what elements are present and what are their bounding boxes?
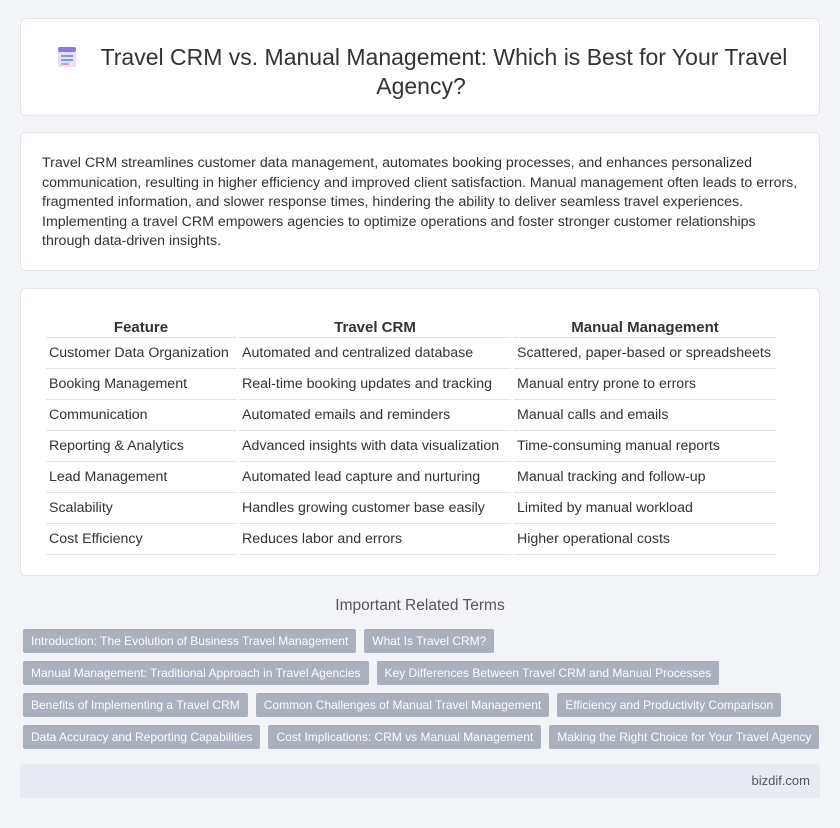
table-header-row bbox=[46, 317, 776, 338]
manual-cell: Higher operational costs bbox=[514, 524, 776, 555]
travel-crm-cell: Automated emails and reminders bbox=[239, 400, 511, 431]
related-term-link[interactable]: Making the Right Choice for Your Travel Agency bbox=[549, 725, 819, 749]
comparison-card bbox=[20, 288, 820, 576]
feature-cell: Cost Efficiency bbox=[46, 524, 236, 555]
travel-crm-cell: Handles growing customer base easily bbox=[239, 493, 511, 524]
travel-crm-cell: Real-time booking updates and tracking bbox=[239, 369, 511, 400]
related-term-link[interactable]: Benefits of Implementing a Travel CRM bbox=[23, 693, 248, 717]
header-feature: Feature bbox=[46, 317, 236, 338]
manual-cell: Manual tracking and follow-up bbox=[514, 462, 776, 493]
feature-cell: Booking Management bbox=[46, 369, 236, 400]
table-row bbox=[46, 338, 776, 369]
related-term-link[interactable]: Common Challenges of Manual Travel Management bbox=[256, 693, 549, 717]
intro-paragraph: Travel CRM streamlines customer data management, automates booking processes, and enhances personalized communication, resulting in higher efficiency and improved client satisfaction. Manual management often leads to errors, fragmented information, and slower response times, hindering the ability to deliver seamless travel experiences. Implementing a travel CRM empowers agencies to optimize operations and foster stronger customer relationships through data-driven insights. bbox=[42, 155, 798, 250]
related-terms-title: Important Related Terms bbox=[335, 597, 505, 614]
tag-row bbox=[23, 661, 823, 685]
manual-cell: Manual entry prone to errors bbox=[514, 369, 776, 400]
manual-cell: Time-consuming manual reports bbox=[514, 431, 776, 462]
travel-crm-cell: Automated lead capture and nurturing bbox=[239, 462, 511, 493]
table-row bbox=[46, 400, 776, 431]
feature-cell: Scalability bbox=[46, 493, 236, 524]
intro-card bbox=[20, 132, 820, 271]
feature-cell: Customer Data Organization bbox=[46, 338, 236, 369]
table-row bbox=[46, 462, 776, 493]
related-term-link[interactable]: Data Accuracy and Reporting Capabilities bbox=[23, 725, 260, 749]
table-row bbox=[46, 431, 776, 462]
related-term-link[interactable]: Manual Management: Traditional Approach in Travel Agencies bbox=[23, 661, 369, 685]
header-card bbox=[20, 18, 820, 116]
travel-crm-cell: Advanced insights with data visualization bbox=[239, 431, 511, 462]
related-term-link[interactable]: Cost Implications: CRM vs Manual Management bbox=[268, 725, 541, 749]
feature-cell: Communication bbox=[46, 400, 236, 431]
manual-cell: Scattered, paper-based or spreadsheets bbox=[514, 338, 776, 369]
related-term-link[interactable]: Efficiency and Productivity Comparison bbox=[557, 693, 781, 717]
table-row bbox=[46, 524, 776, 555]
header-manual-management: Manual Management bbox=[514, 317, 776, 338]
site-name[interactable]: bizdif.com bbox=[751, 773, 810, 788]
document-icon bbox=[55, 45, 79, 69]
footer bbox=[20, 764, 820, 798]
related-term-link[interactable]: What Is Travel CRM? bbox=[364, 629, 494, 653]
related-term-link[interactable]: Introduction: The Evolution of Business Travel Management bbox=[23, 629, 356, 653]
manual-cell: Limited by manual workload bbox=[514, 493, 776, 524]
header-travel-crm: Travel CRM bbox=[239, 317, 511, 338]
feature-cell: Reporting & Analytics bbox=[46, 431, 236, 462]
tag-row bbox=[23, 629, 823, 653]
page-title-wrap bbox=[21, 43, 821, 101]
related-terms-list bbox=[23, 629, 823, 757]
related-term-link[interactable]: Key Differences Between Travel CRM and Manual Processes bbox=[377, 661, 720, 685]
table-row bbox=[46, 493, 776, 524]
travel-crm-cell: Automated and centralized database bbox=[239, 338, 511, 369]
table-row bbox=[46, 369, 776, 400]
travel-crm-cell: Reduces labor and errors bbox=[239, 524, 511, 555]
page-title: Travel CRM vs. Manual Management: Which is Best for Your Travel Agency? bbox=[100, 44, 788, 99]
manual-cell: Manual calls and emails bbox=[514, 400, 776, 431]
comparison-table bbox=[43, 317, 779, 555]
feature-cell: Lead Management bbox=[46, 462, 236, 493]
tag-row bbox=[23, 725, 823, 749]
tag-row bbox=[23, 693, 823, 717]
